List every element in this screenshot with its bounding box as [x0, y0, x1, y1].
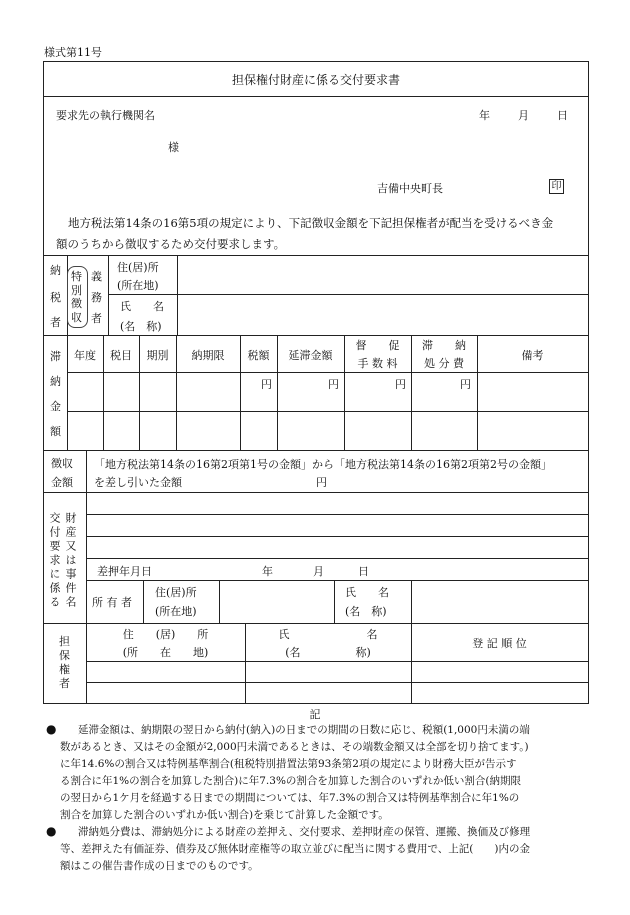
collection-text-1: 「地方税法第14条の16第2項第1号の金額」から「地方税法第14条の16第2項第2号の金額」: [94, 458, 552, 471]
taxpayer-address-label-sub: (所在地): [117, 279, 159, 292]
secured-name-header-sub: (名 称): [285, 646, 371, 659]
property-side-label-2: 財産又は事件名: [64, 512, 77, 610]
notes-heading: 記: [309, 708, 321, 721]
date-day-label: 日: [557, 109, 568, 122]
seal-mark: 印: [549, 179, 564, 194]
secured-address-header-sub: (所 在 地): [122, 646, 209, 659]
taxpayer-name-label: 氏 名: [120, 300, 164, 313]
taxpayer-name-label-sub: (名 称): [120, 320, 162, 333]
secured-address-header: 住 (居) 所: [122, 628, 209, 641]
date-year-label: 年: [479, 109, 490, 122]
collection-text-2: を差し引いた金額: [94, 476, 182, 489]
honorific: 様: [168, 141, 179, 154]
intro-line-1: 地方税法第14条の16第5項の規定により、下記徴収金額を下記担保権者が配当を受けるべき金: [68, 216, 554, 230]
secured-name-header: 氏 名: [278, 628, 378, 641]
owner-address-label-sub: (所在地): [155, 605, 197, 618]
secured-rank-header: 登 記 順 位: [472, 637, 527, 650]
owner-name-label-sub: (名 称): [345, 605, 387, 618]
owner-address-label: 住(居)所: [155, 586, 197, 599]
collection-label-sub: 金額: [51, 476, 73, 489]
note-1-bullet: ●: [46, 722, 57, 736]
seizure-month-label: 月: [313, 565, 324, 578]
taxpayer-address-label: 住(居)所: [117, 261, 159, 274]
note-2-bullet: ●: [46, 824, 57, 838]
form-number: 様式第11号: [44, 46, 102, 59]
note-1: 延滞金額は、納期限の翌日から納付(納入)の日までの期間の日数に応じ、税額(1,000円未満の端 数があるとき、又はその金額が2,000円未満であるときは、その端数金額又は全部を切り捨てます。) に年14.6%の割合又は特例基準割合(租税特別措置法第93条第2項の規定により財務大臣が告示す る割合に年1%の割合を加算した割合)に年7.3%の割合を加算した割合のいずれか低い割合(納期限 の翌日から1ケ月を経過する日までの期間については、年7.3%の割合又は特例基準割合に年1%の 割合を加算した割合のいずれか低い割合)を乗じて計算した金額です。: [60, 724, 530, 821]
owner-name-label: 氏 名: [345, 586, 389, 599]
collection-label: 徴収: [51, 457, 73, 470]
property-side-label-1: 交付要求に係る: [48, 512, 61, 610]
seizure-year-label: 年: [262, 565, 273, 578]
issuer-name: 吉備中央町長: [377, 182, 443, 195]
collection-unit: 円: [316, 476, 327, 489]
intro-line-2: 額のうちから徴収するため交付要求します。: [56, 237, 286, 251]
date-month-label: 月: [518, 109, 529, 122]
owner-label: 所 有 者: [92, 596, 132, 609]
document-title: 担保権付財産に係る交付要求書: [231, 73, 400, 87]
recipient-label: 要求先の執行機関名: [56, 109, 155, 122]
seizure-date-label: 差押年月日: [97, 565, 152, 578]
seizure-day-label: 日: [358, 565, 369, 578]
note-2: 滞納処分費は、滞納処分による財産の差押え、交付要求、差押財産の保管、運搬、換価及び修理 等、差押えた有価証券、債券及び無体財産権等の取立並びに配当に関する費用で、上記( )内の金 額はこの催告書作成の日までのものです。: [60, 826, 531, 872]
